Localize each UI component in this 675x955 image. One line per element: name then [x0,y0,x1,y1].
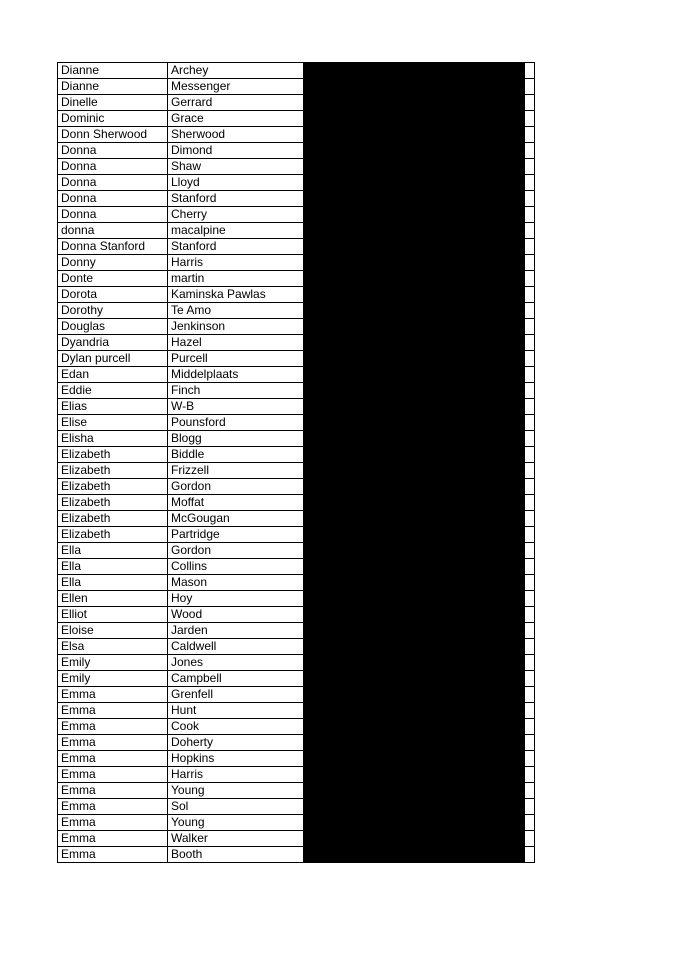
first-name-cell: Elizabeth [58,447,168,463]
first-name-cell: Elias [58,399,168,415]
empty-edge-cell [525,527,535,543]
table-row [58,287,535,303]
redacted-cell [304,751,525,767]
redacted-cell [304,335,525,351]
last-name-cell: Harris [168,255,304,271]
table-row [58,751,535,767]
table-row [58,191,535,207]
redacted-cell [304,271,525,287]
last-name-cell: Grenfell [168,687,304,703]
first-name-cell: Ellen [58,591,168,607]
table-row [58,687,535,703]
redacted-cell [304,367,525,383]
empty-edge-cell [525,783,535,799]
redacted-cell [304,527,525,543]
table-row [58,479,535,495]
first-name-cell: Donna [58,175,168,191]
redacted-cell [304,223,525,239]
redacted-cell [304,111,525,127]
last-name-cell: Jarden [168,623,304,639]
empty-edge-cell [525,351,535,367]
first-name-cell: Elise [58,415,168,431]
table-row [58,383,535,399]
last-name-cell: Campbell [168,671,304,687]
table-row [58,831,535,847]
last-name-cell: W-B [168,399,304,415]
empty-edge-cell [525,239,535,255]
empty-edge-cell [525,559,535,575]
redacted-cell [304,479,525,495]
empty-edge-cell [525,431,535,447]
table-row [58,543,535,559]
empty-edge-cell [525,159,535,175]
last-name-cell: Pounsford [168,415,304,431]
redacted-cell [304,719,525,735]
table-row [58,783,535,799]
redacted-cell [304,79,525,95]
first-name-cell: Donte [58,271,168,287]
first-name-cell: Ella [58,559,168,575]
redacted-cell [304,655,525,671]
last-name-cell: Hazel [168,335,304,351]
first-name-cell: Emma [58,831,168,847]
empty-edge-cell [525,111,535,127]
table-row [58,591,535,607]
first-name-cell: Emily [58,671,168,687]
first-name-cell: Dylan purcell [58,351,168,367]
table-row [58,351,535,367]
table-row [58,735,535,751]
table-row [58,111,535,127]
redacted-cell [304,831,525,847]
empty-edge-cell [525,767,535,783]
last-name-cell: Walker [168,831,304,847]
last-name-cell: Hunt [168,703,304,719]
redacted-cell [304,623,525,639]
redacted-cell [304,639,525,655]
last-name-cell: Te Amo [168,303,304,319]
last-name-cell: Cherry [168,207,304,223]
empty-edge-cell [525,511,535,527]
redacted-cell [304,143,525,159]
redacted-cell [304,447,525,463]
empty-edge-cell [525,847,535,863]
redacted-cell [304,415,525,431]
name-table-body [58,63,535,863]
table-row [58,815,535,831]
table-row [58,159,535,175]
first-name-cell: Emma [58,847,168,863]
first-name-cell: Elizabeth [58,479,168,495]
redacted-cell [304,815,525,831]
last-name-cell: Booth [168,847,304,863]
redacted-cell [304,255,525,271]
first-name-cell: Donna [58,159,168,175]
first-name-cell: Elizabeth [58,463,168,479]
empty-edge-cell [525,255,535,271]
empty-edge-cell [525,671,535,687]
last-name-cell: Gordon [168,479,304,495]
redacted-cell [304,239,525,255]
first-name-cell: Edan [58,367,168,383]
first-name-cell: Eddie [58,383,168,399]
table-row [58,719,535,735]
redacted-cell [304,671,525,687]
table-row [58,847,535,863]
empty-edge-cell [525,639,535,655]
first-name-cell: Emma [58,751,168,767]
table-row [58,575,535,591]
first-name-cell: Dyandria [58,335,168,351]
empty-edge-cell [525,399,535,415]
table-row [58,511,535,527]
last-name-cell: Kaminska Pawlas [168,287,304,303]
last-name-cell: Young [168,815,304,831]
redacted-cell [304,463,525,479]
first-name-cell: Douglas [58,319,168,335]
empty-edge-cell [525,543,535,559]
table-row [58,655,535,671]
table-row [58,79,535,95]
last-name-cell: Partridge [168,527,304,543]
empty-edge-cell [525,383,535,399]
last-name-cell: Cook [168,719,304,735]
last-name-cell: McGougan [168,511,304,527]
empty-edge-cell [525,591,535,607]
last-name-cell: Shaw [168,159,304,175]
table-row [58,175,535,191]
table-row [58,207,535,223]
last-name-cell: Hopkins [168,751,304,767]
first-name-cell: Elsa [58,639,168,655]
redacted-cell [304,559,525,575]
last-name-cell: macalpine [168,223,304,239]
first-name-cell: Donn Sherwood [58,127,168,143]
empty-edge-cell [525,575,535,591]
redacted-cell [304,495,525,511]
table-row [58,671,535,687]
table-row [58,703,535,719]
last-name-cell: Collins [168,559,304,575]
last-name-cell: Grace [168,111,304,127]
empty-edge-cell [525,319,535,335]
last-name-cell: Biddle [168,447,304,463]
table-row [58,527,535,543]
last-name-cell: Doherty [168,735,304,751]
first-name-cell: Emma [58,719,168,735]
empty-edge-cell [525,79,535,95]
last-name-cell: Middelplaats [168,367,304,383]
redacted-cell [304,383,525,399]
table-row [58,255,535,271]
empty-edge-cell [525,719,535,735]
last-name-cell: Stanford [168,239,304,255]
first-name-cell: Dominic [58,111,168,127]
first-name-cell: Dorothy [58,303,168,319]
redacted-cell [304,735,525,751]
first-name-cell: Donna Stanford [58,239,168,255]
last-name-cell: martin [168,271,304,287]
table-row [58,239,535,255]
table-row [58,415,535,431]
empty-edge-cell [525,623,535,639]
first-name-cell: Emma [58,815,168,831]
last-name-cell: Harris [168,767,304,783]
last-name-cell: Mason [168,575,304,591]
table-row [58,319,535,335]
empty-edge-cell [525,415,535,431]
empty-edge-cell [525,751,535,767]
table-row [58,399,535,415]
redacted-cell [304,351,525,367]
table-row [58,639,535,655]
last-name-cell: Messenger [168,79,304,95]
first-name-cell: Emma [58,767,168,783]
last-name-cell: Caldwell [168,639,304,655]
last-name-cell: Gerrard [168,95,304,111]
first-name-cell: Donna [58,191,168,207]
redacted-cell [304,767,525,783]
table-row [58,463,535,479]
table-row [58,63,535,79]
last-name-cell: Wood [168,607,304,623]
table-row [58,335,535,351]
first-name-cell: Emma [58,687,168,703]
redacted-cell [304,127,525,143]
last-name-cell: Purcell [168,351,304,367]
empty-edge-cell [525,703,535,719]
redacted-cell [304,703,525,719]
first-name-cell: Emma [58,783,168,799]
last-name-cell: Finch [168,383,304,399]
name-table [57,62,535,863]
table-row [58,495,535,511]
first-name-cell: Emma [58,799,168,815]
empty-edge-cell [525,95,535,111]
last-name-cell: Young [168,783,304,799]
first-name-cell: donna [58,223,168,239]
empty-edge-cell [525,479,535,495]
table-row [58,367,535,383]
last-name-cell: Archey [168,63,304,79]
last-name-cell: Sherwood [168,127,304,143]
empty-edge-cell [525,687,535,703]
table-row [58,95,535,111]
table-row [58,431,535,447]
first-name-cell: Ella [58,575,168,591]
empty-edge-cell [525,447,535,463]
empty-edge-cell [525,655,535,671]
table-row [58,607,535,623]
last-name-cell: Frizzell [168,463,304,479]
redacted-cell [304,783,525,799]
last-name-cell: Moffat [168,495,304,511]
empty-edge-cell [525,287,535,303]
first-name-cell: Eloise [58,623,168,639]
empty-edge-cell [525,735,535,751]
empty-edge-cell [525,607,535,623]
last-name-cell: Dimond [168,143,304,159]
table-row [58,559,535,575]
redacted-cell [304,399,525,415]
redacted-cell [304,319,525,335]
last-name-cell: Jones [168,655,304,671]
empty-edge-cell [525,175,535,191]
first-name-cell: Dianne [58,63,168,79]
table-row [58,271,535,287]
first-name-cell: Donna [58,207,168,223]
empty-edge-cell [525,143,535,159]
first-name-cell: Elisha [58,431,168,447]
first-name-cell: Elizabeth [58,527,168,543]
last-name-cell: Hoy [168,591,304,607]
first-name-cell: Emily [58,655,168,671]
empty-edge-cell [525,223,535,239]
empty-edge-cell [525,335,535,351]
first-name-cell: Dorota [58,287,168,303]
table-row [58,143,535,159]
table-row [58,799,535,815]
name-list-sheet [57,62,534,863]
first-name-cell: Elizabeth [58,495,168,511]
first-name-cell: Emma [58,703,168,719]
redacted-cell [304,303,525,319]
redacted-cell [304,687,525,703]
redacted-cell [304,591,525,607]
empty-edge-cell [525,303,535,319]
first-name-cell: Donny [58,255,168,271]
table-row [58,303,535,319]
redacted-cell [304,175,525,191]
redacted-cell [304,207,525,223]
table-row [58,127,535,143]
empty-edge-cell [525,271,535,287]
table-row [58,767,535,783]
redacted-cell [304,607,525,623]
last-name-cell: Stanford [168,191,304,207]
redacted-cell [304,159,525,175]
table-row [58,447,535,463]
last-name-cell: Gordon [168,543,304,559]
redacted-cell [304,63,525,79]
empty-edge-cell [525,463,535,479]
first-name-cell: Dianne [58,79,168,95]
redacted-cell [304,95,525,111]
empty-edge-cell [525,495,535,511]
first-name-cell: Ella [58,543,168,559]
first-name-cell: Emma [58,735,168,751]
last-name-cell: Jenkinson [168,319,304,335]
empty-edge-cell [525,367,535,383]
redacted-cell [304,575,525,591]
empty-edge-cell [525,63,535,79]
empty-edge-cell [525,799,535,815]
empty-edge-cell [525,815,535,831]
empty-edge-cell [525,207,535,223]
last-name-cell: Blogg [168,431,304,447]
redacted-cell [304,799,525,815]
redacted-cell [304,287,525,303]
redacted-cell [304,847,525,863]
empty-edge-cell [525,191,535,207]
first-name-cell: Dinelle [58,95,168,111]
first-name-cell: Elizabeth [58,511,168,527]
redacted-cell [304,511,525,527]
empty-edge-cell [525,831,535,847]
redacted-cell [304,191,525,207]
redacted-cell [304,543,525,559]
last-name-cell: Lloyd [168,175,304,191]
table-row [58,223,535,239]
last-name-cell: Sol [168,799,304,815]
table-row [58,623,535,639]
first-name-cell: Donna [58,143,168,159]
empty-edge-cell [525,127,535,143]
first-name-cell: Elliot [58,607,168,623]
redacted-cell [304,431,525,447]
